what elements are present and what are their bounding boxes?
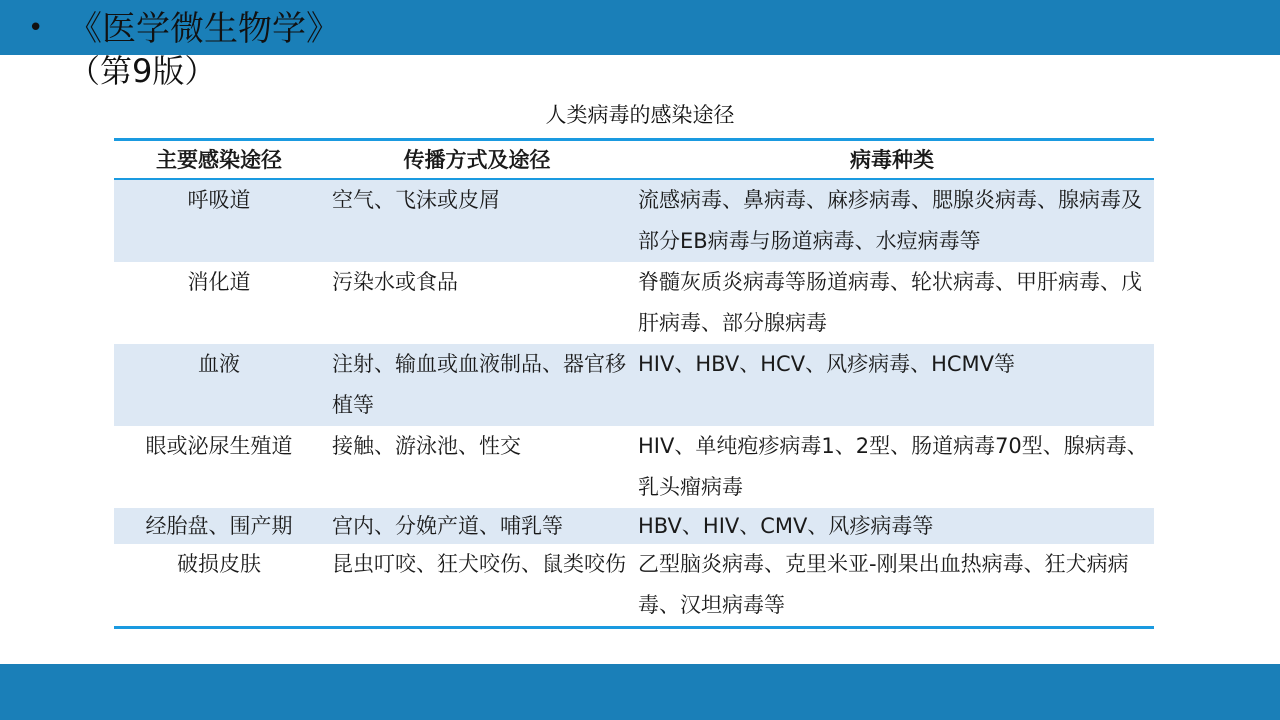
virus-cell: HIV、单纯疱疹病毒1、2型、肠道病毒70型、腺病毒、乳头瘤病毒 — [638, 434, 1148, 499]
table-header-row — [114, 141, 1154, 179]
infection-routes-table — [114, 138, 1154, 629]
virus-cell: 乙型脑炎病毒、克里米亚-刚果出血热病毒、狂犬病病毒、汉坦病毒等 — [638, 552, 1129, 617]
column-header-route: 主要感染途径 — [156, 147, 282, 172]
book-title-text: 《医学微生物学》 — [68, 9, 340, 49]
table-row — [114, 344, 1154, 426]
virus-cell: 流感病毒、鼻病毒、麻疹病毒、腮腺炎病毒、腺病毒及部分EB病毒与肠道病毒、水痘病毒等 — [638, 188, 1142, 253]
mode-cell: 宫内、分娩产道、哺乳等 — [332, 514, 563, 538]
table-row — [114, 544, 1154, 626]
column-header-viruses: 病毒种类 — [850, 147, 934, 172]
mode-cell: 注射、输血或血液制品、器官移植等 — [332, 352, 626, 417]
bullet-icon: • — [28, 13, 44, 43]
table-row — [114, 179, 1154, 262]
mode-cell: 昆虫叮咬、狂犬咬伤、鼠类咬伤 — [332, 552, 626, 576]
route-cell: 消化道 — [187, 270, 251, 294]
route-cell: 眼或泌尿生殖道 — [145, 434, 293, 458]
table-row — [114, 426, 1154, 508]
book-edition: （第9版） — [68, 52, 217, 90]
virus-cell: 脊髓灰质炎病毒等肠道病毒、轮状病毒、甲肝病毒、戊肝病毒、部分腺病毒 — [638, 270, 1142, 335]
bottom-banner — [0, 664, 1280, 720]
route-cell: 呼吸道 — [187, 188, 251, 212]
column-header-mode: 传播方式及途径 — [403, 147, 551, 172]
virus-cell: HBV、HIV、CMV、风疹病毒等 — [638, 514, 934, 538]
mode-cell: 空气、飞沫或皮屑 — [332, 188, 500, 212]
table-caption: 人类病毒的感染途径 — [545, 103, 735, 127]
route-cell: 经胎盘、围产期 — [145, 514, 293, 538]
virus-cell: HIV、HBV、HCV、风疹病毒、HCMV等 — [638, 352, 1016, 376]
mode-cell: 污染水或食品 — [332, 270, 458, 294]
table-row — [114, 508, 1154, 544]
book-title — [28, 6, 340, 51]
mode-cell: 接触、游泳池、性交 — [332, 434, 521, 458]
table-row — [114, 262, 1154, 344]
route-cell: 血液 — [198, 352, 240, 376]
route-cell: 破损皮肤 — [177, 552, 261, 576]
